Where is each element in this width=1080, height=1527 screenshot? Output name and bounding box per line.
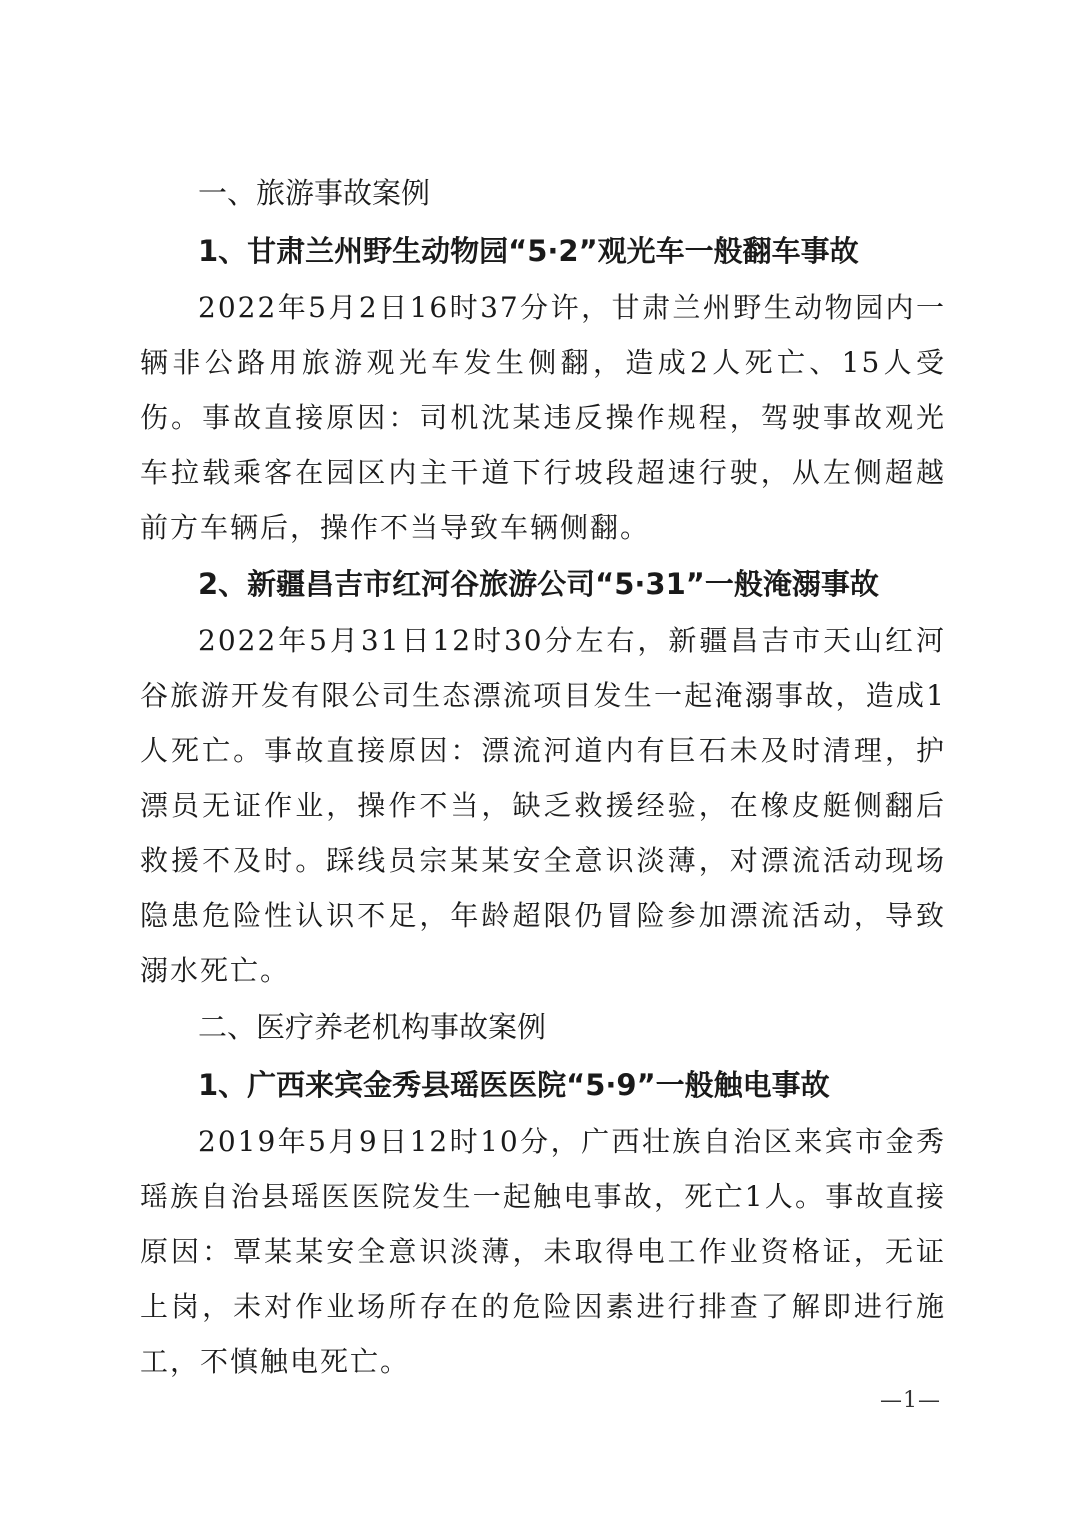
document-page (140, 164, 946, 1389)
case-body-xinjiang-rafting: 2022年5月31日12时30分左右，新疆昌吉市天山红河谷旅游开发有限公司生态漂流项目发生一起淹溺事故，造成1人死亡。事故直接原因：漂流河道内有巨石未及时清理，护漂员无证作业，操作不当，缺乏救援经验，在橡皮艇侧翻后救援不及时。踩线员宗某某安全意识淡薄，对漂流活动现场隐患危险性认识不足，年龄超限仍冒险参加漂流活动，导致溺水死亡。 (140, 624, 946, 987)
case-body-guangxi-hospital: 2019年5月9日12时10分，广西壮族自治区来宾市金秀瑶族自治县瑶医医院发生一起触电事故，死亡1人。事故直接原因：覃某某安全意识淡薄，未取得电工作业资格证，无证上岗，未对作业场所存在的危险因素进行排查了解即进行施工，不慎触电死亡。 (140, 1125, 946, 1378)
case-title-gansu-zoo: 1、甘肃兰州野生动物园“5·2”观光车一般翻车事故 (198, 234, 859, 268)
section-heading-medical: 二、医疗养老机构事故案例 (198, 1010, 547, 1044)
case-title-xinjiang-rafting: 2、新疆昌吉市红河谷旅游公司“5·31”一般淹溺事故 (198, 567, 879, 601)
section-heading-tourism: 一、旅游事故案例 (198, 176, 431, 210)
page-number: —1— (880, 1388, 941, 1413)
case-title-guangxi-hospital: 1、广西来宾金秀县瑶医医院“5·9”一般触电事故 (198, 1068, 830, 1102)
case-body-gansu-zoo: 2022年5月2日16时37分许，甘肃兰州野生动物园内一辆非公路用旅游观光车发生侧翻，造成2人死亡、15人受伤。事故直接原因：司机沈某违反操作规程，驾驶事故观光车拉载乘客在园区内主干道下行坡段超速行驶，从左侧超越前方车辆后，操作不当导致车辆侧翻。 (140, 291, 946, 544)
